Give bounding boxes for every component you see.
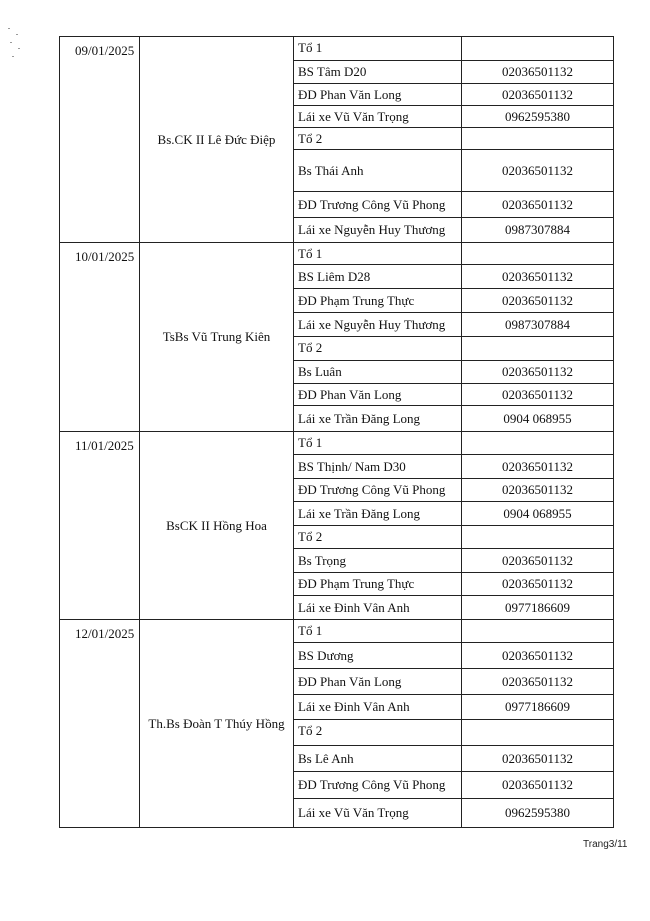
date-cell: 09/01/2025 [60,37,140,242]
staff-rows [294,620,614,827]
phone-cell: 02036501132 [462,361,614,383]
role-cell: Tổ 1 [294,432,462,454]
staff-row [294,313,614,337]
team-row [294,720,614,746]
schedule-day-block [59,620,614,828]
role-cell: Bs Thái Anh [294,150,462,191]
role-cell: Lái xe Trần Đăng Long [294,406,462,431]
phone-cell: 0987307884 [462,218,614,242]
staff-row [294,799,614,827]
role-cell: BS Tâm D20 [294,61,462,83]
leader-cell: TsBs Vũ Trung Kiên [140,243,294,431]
role-cell: BS Liêm D28 [294,265,462,288]
team-row [294,337,614,361]
role-cell: Bs Trọng [294,549,462,572]
phone-cell [462,37,614,60]
team-row [294,432,614,455]
role-cell: BS Dương [294,643,462,668]
staff-row [294,84,614,106]
phone-cell [462,720,614,745]
phone-cell: 02036501132 [462,150,614,191]
phone-cell [462,432,614,454]
staff-row [294,669,614,695]
phone-cell: 0977186609 [462,695,614,719]
date-cell: 12/01/2025 [60,620,140,827]
team-row [294,128,614,150]
phone-cell: 02036501132 [462,479,614,501]
phone-cell: 02036501132 [462,772,614,798]
phone-cell: 0987307884 [462,313,614,336]
phone-cell [462,243,614,264]
staff-row [294,695,614,720]
role-cell: ĐD Phan Văn Long [294,384,462,405]
schedule-day-block [59,243,614,432]
role-cell: ĐD Phan Văn Long [294,84,462,105]
staff-row [294,218,614,242]
phone-cell: 02036501132 [462,84,614,105]
phone-cell: 02036501132 [462,573,614,595]
role-cell: Lái xe Đinh Vân Anh [294,596,462,619]
phone-cell [462,620,614,642]
role-cell: Bs Lê Anh [294,746,462,771]
phone-cell: 02036501132 [462,61,614,83]
role-cell: Lái xe Đinh Vân Anh [294,695,462,719]
role-cell: Tổ 1 [294,37,462,60]
staff-row [294,455,614,479]
staff-row [294,746,614,772]
phone-cell [462,526,614,548]
team-row [294,620,614,643]
phone-cell: 02036501132 [462,289,614,312]
staff-row [294,479,614,502]
role-cell: ĐD Phạm Trung Thực [294,573,462,595]
phone-cell: 02036501132 [462,669,614,694]
phone-cell [462,337,614,360]
role-cell: ĐD Trương Công Vũ Phong [294,192,462,217]
phone-cell: 0904 068955 [462,502,614,525]
staff-row [294,361,614,384]
staff-row [294,643,614,669]
role-cell: Tổ 2 [294,720,462,745]
role-cell: ĐD Trương Công Vũ Phong [294,772,462,798]
staff-row [294,106,614,128]
scan-specks [6,26,26,66]
phone-cell: 0904 068955 [462,406,614,431]
team-row [294,526,614,549]
phone-cell: 02036501132 [462,192,614,217]
leader-cell: BsCK II Hồng Hoa [140,432,294,619]
staff-rows [294,37,614,242]
role-cell: Tổ 1 [294,243,462,264]
duty-schedule-table [59,36,614,828]
role-cell: ĐD Phạm Trung Thực [294,289,462,312]
staff-row [294,772,614,799]
role-cell: Lái xe Nguyễn Huy Thương [294,313,462,336]
page-number: Trang3/11 [583,839,628,850]
schedule-day-block [59,432,614,620]
team-row [294,243,614,265]
schedule-day-block [59,36,614,243]
date-cell: 11/01/2025 [60,432,140,619]
phone-cell [462,128,614,149]
phone-cell: 0962595380 [462,799,614,827]
leader-cell: Th.Bs Đoàn T Thúy Hồng [140,620,294,827]
role-cell: Lái xe Trần Đăng Long [294,502,462,525]
phone-cell: 02036501132 [462,549,614,572]
staff-row [294,384,614,406]
role-cell: ĐD Phan Văn Long [294,669,462,694]
staff-rows [294,432,614,619]
staff-row [294,549,614,573]
role-cell: Tổ 2 [294,128,462,149]
phone-cell: 02036501132 [462,455,614,478]
role-cell: ĐD Trương Công Vũ Phong [294,479,462,501]
staff-rows [294,243,614,431]
phone-cell: 02036501132 [462,746,614,771]
role-cell: BS Thịnh/ Nam D30 [294,455,462,478]
phone-cell: 02036501132 [462,384,614,405]
staff-row [294,502,614,526]
staff-row [294,573,614,596]
staff-row [294,596,614,619]
staff-row [294,289,614,313]
role-cell: Tổ 1 [294,620,462,642]
role-cell: Lái xe Vũ Văn Trọng [294,106,462,127]
phone-cell: 0977186609 [462,596,614,619]
leader-cell: Bs.CK II Lê Đức Điệp [140,37,294,242]
phone-cell: 0962595380 [462,106,614,127]
staff-row [294,150,614,192]
phone-cell: 02036501132 [462,265,614,288]
role-cell: Tổ 2 [294,337,462,360]
role-cell: Tổ 2 [294,526,462,548]
date-cell: 10/01/2025 [60,243,140,431]
role-cell: Bs Luân [294,361,462,383]
role-cell: Lái xe Nguyễn Huy Thương [294,218,462,242]
staff-row [294,61,614,84]
team-row [294,37,614,61]
staff-row [294,192,614,218]
role-cell: Lái xe Vũ Văn Trọng [294,799,462,827]
staff-row [294,265,614,289]
phone-cell: 02036501132 [462,643,614,668]
staff-row [294,406,614,431]
